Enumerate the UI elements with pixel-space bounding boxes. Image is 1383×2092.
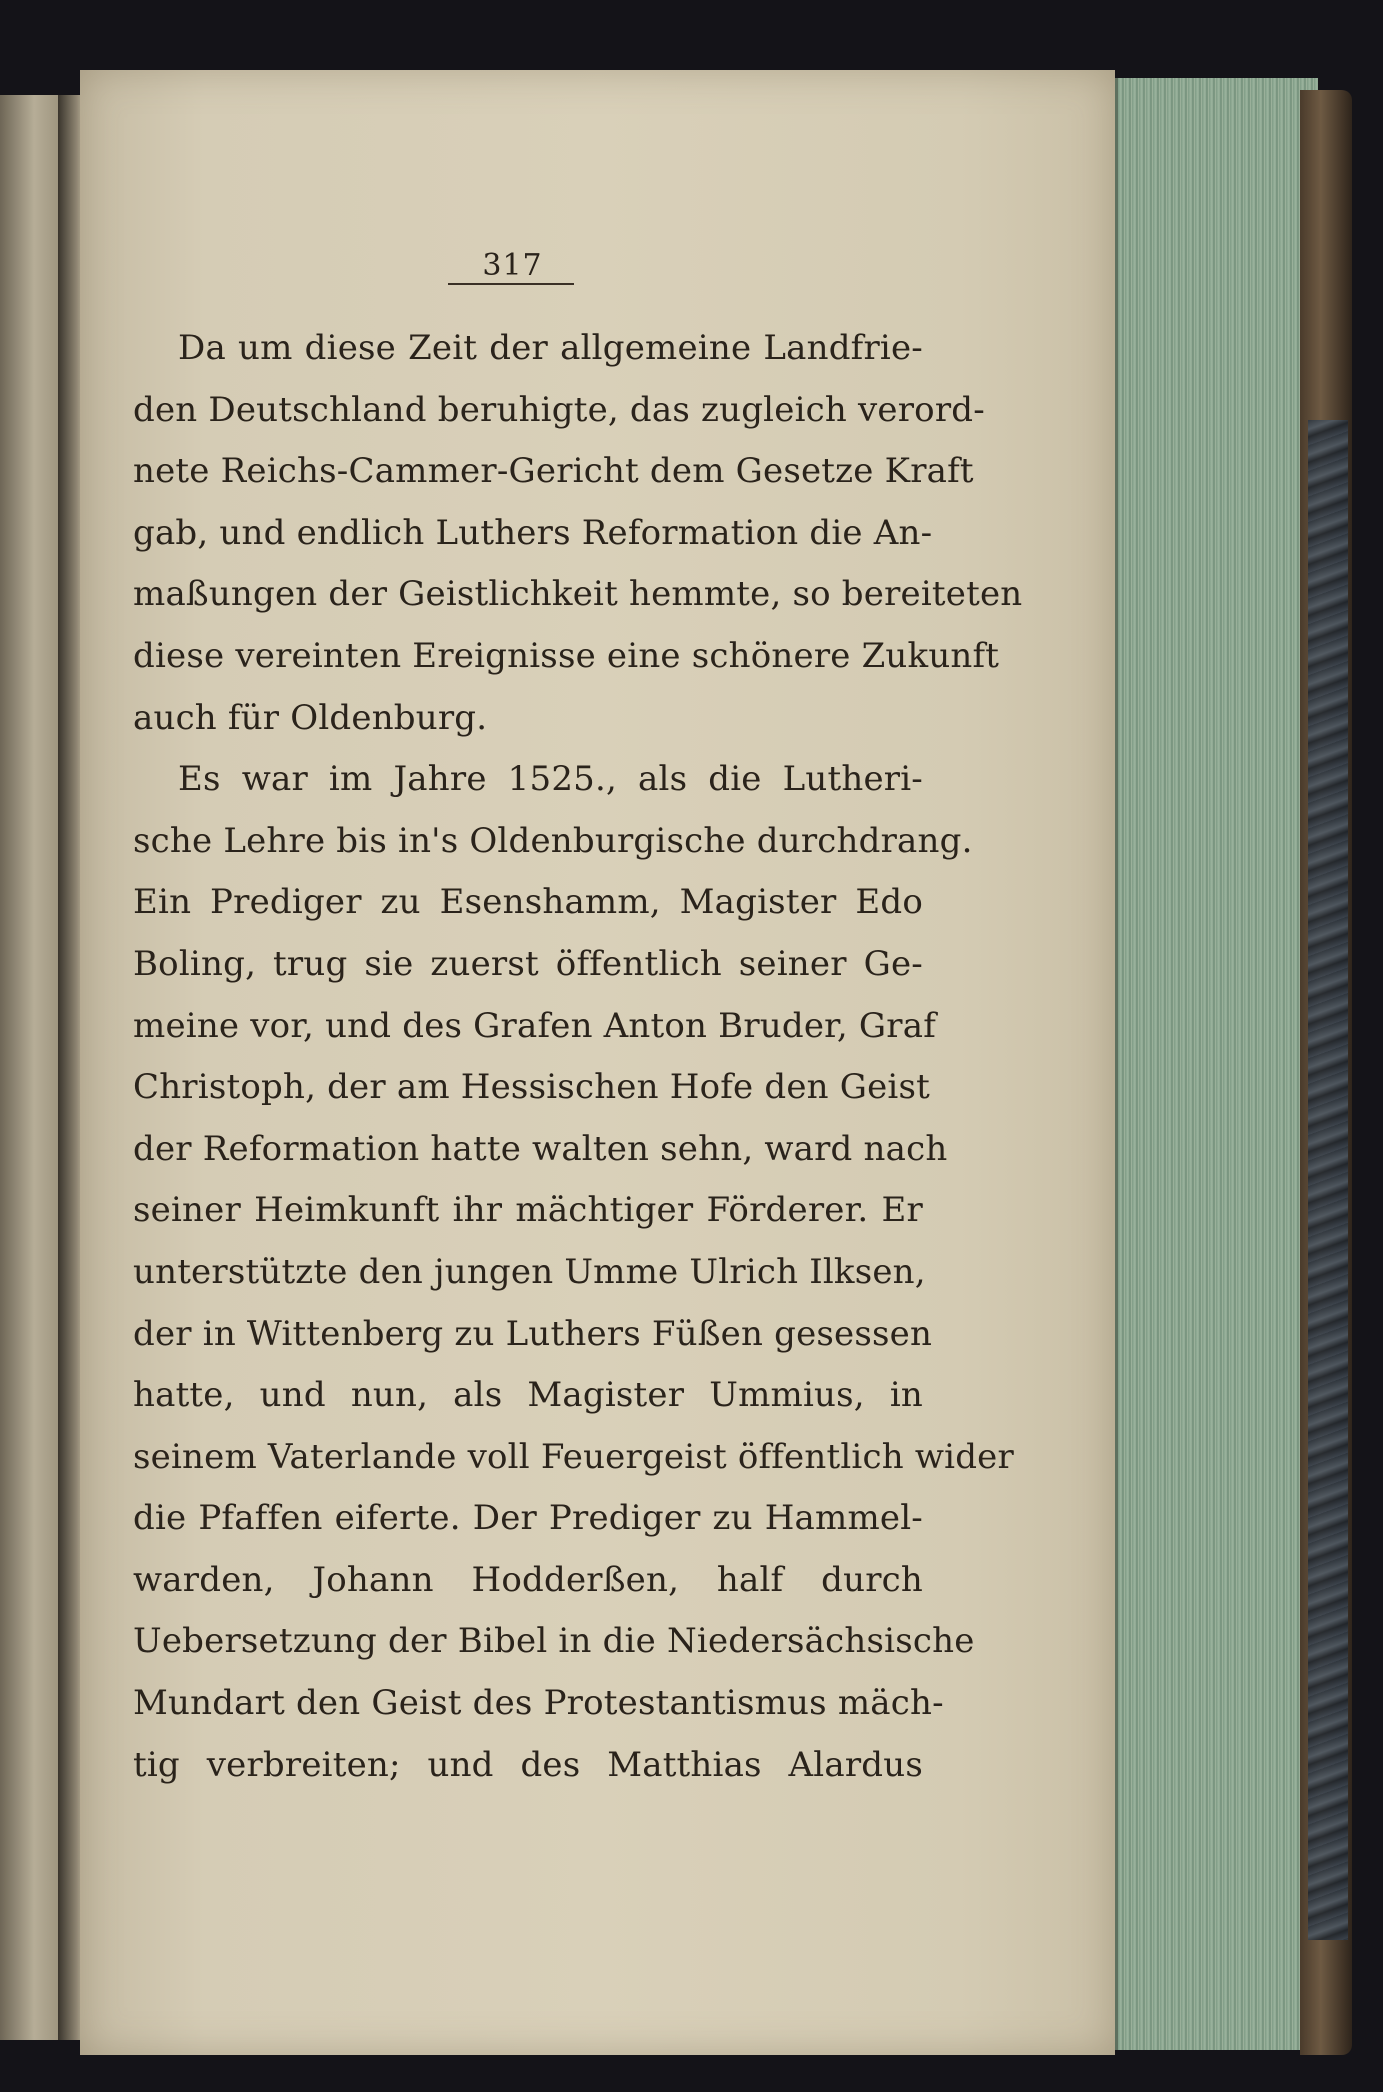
text-line: Es war im Jahre 1525., als die Lutheri-: [178, 759, 923, 800]
text-line: hatte, und nun, als Magister Ummius, in: [133, 1375, 923, 1416]
text-line: nete Reichs-Cammer-Gericht dem Gesetze Kraft: [133, 451, 974, 492]
text-line: warden, Johann Hodderßen, half durch: [133, 1559, 923, 1600]
page-text: [133, 318, 1023, 1796]
text-line: maßungen der Geistlichkeit hemmte, so bereiteten: [133, 574, 1023, 615]
text-line: sche Lehre bis in's Oldenburgische durchdrang.: [133, 820, 973, 861]
text-line: diese vereinten Ereignisse eine schönere Zukunft: [133, 635, 1000, 676]
text-line: Boling, trug sie zuerst öffentlich seiner Ge-: [133, 943, 923, 984]
page-block-edges: [1115, 78, 1318, 2050]
text-line: Ein Prediger zu Esenshamm, Magister Edo: [133, 882, 923, 923]
text-line: die Pfaffen eiferte. Der Prediger zu Hammel-: [133, 1498, 923, 1539]
text-line: den Deutschland beruhigte, das zugleich verord-: [133, 389, 985, 430]
text-line: seiner Heimkunft ihr mächtiger Förderer. Er: [133, 1190, 923, 1231]
text-line: seinem Vaterlande voll Feuergeist öffentlich wider: [133, 1436, 1014, 1477]
page-number-rule: [448, 283, 574, 285]
text-line: unterstützte den jungen Umme Ulrich Ilksen,: [133, 1251, 926, 1292]
marbled-cover: [1308, 420, 1348, 1940]
text-line: Mundart den Geist des Protestantismus mäch-: [133, 1683, 944, 1724]
text-line: meine vor, und des Grafen Anton Bruder, Graf: [133, 1005, 936, 1046]
text-line: Christoph, der am Hessischen Hofe den Geist: [133, 1067, 931, 1108]
text-line: Da um diese Zeit der allgemeine Landfrie-: [178, 328, 923, 368]
text-line: Uebersetzung der Bibel in die Niedersächsische: [133, 1621, 975, 1662]
text-line: auch für Oldenburg.: [133, 697, 488, 738]
text-line: der Reformation hatte walten sehn, ward nach: [133, 1128, 948, 1169]
page-number: 317: [482, 248, 543, 283]
left-page-edge: [0, 95, 62, 2040]
text-line: der in Wittenberg zu Luthers Füßen gesessen: [133, 1313, 933, 1354]
text-line: gab, und endlich Luthers Reformation die An-: [133, 512, 933, 553]
text-line: tig verbreiten; und des Matthias Alardus: [133, 1744, 923, 1785]
